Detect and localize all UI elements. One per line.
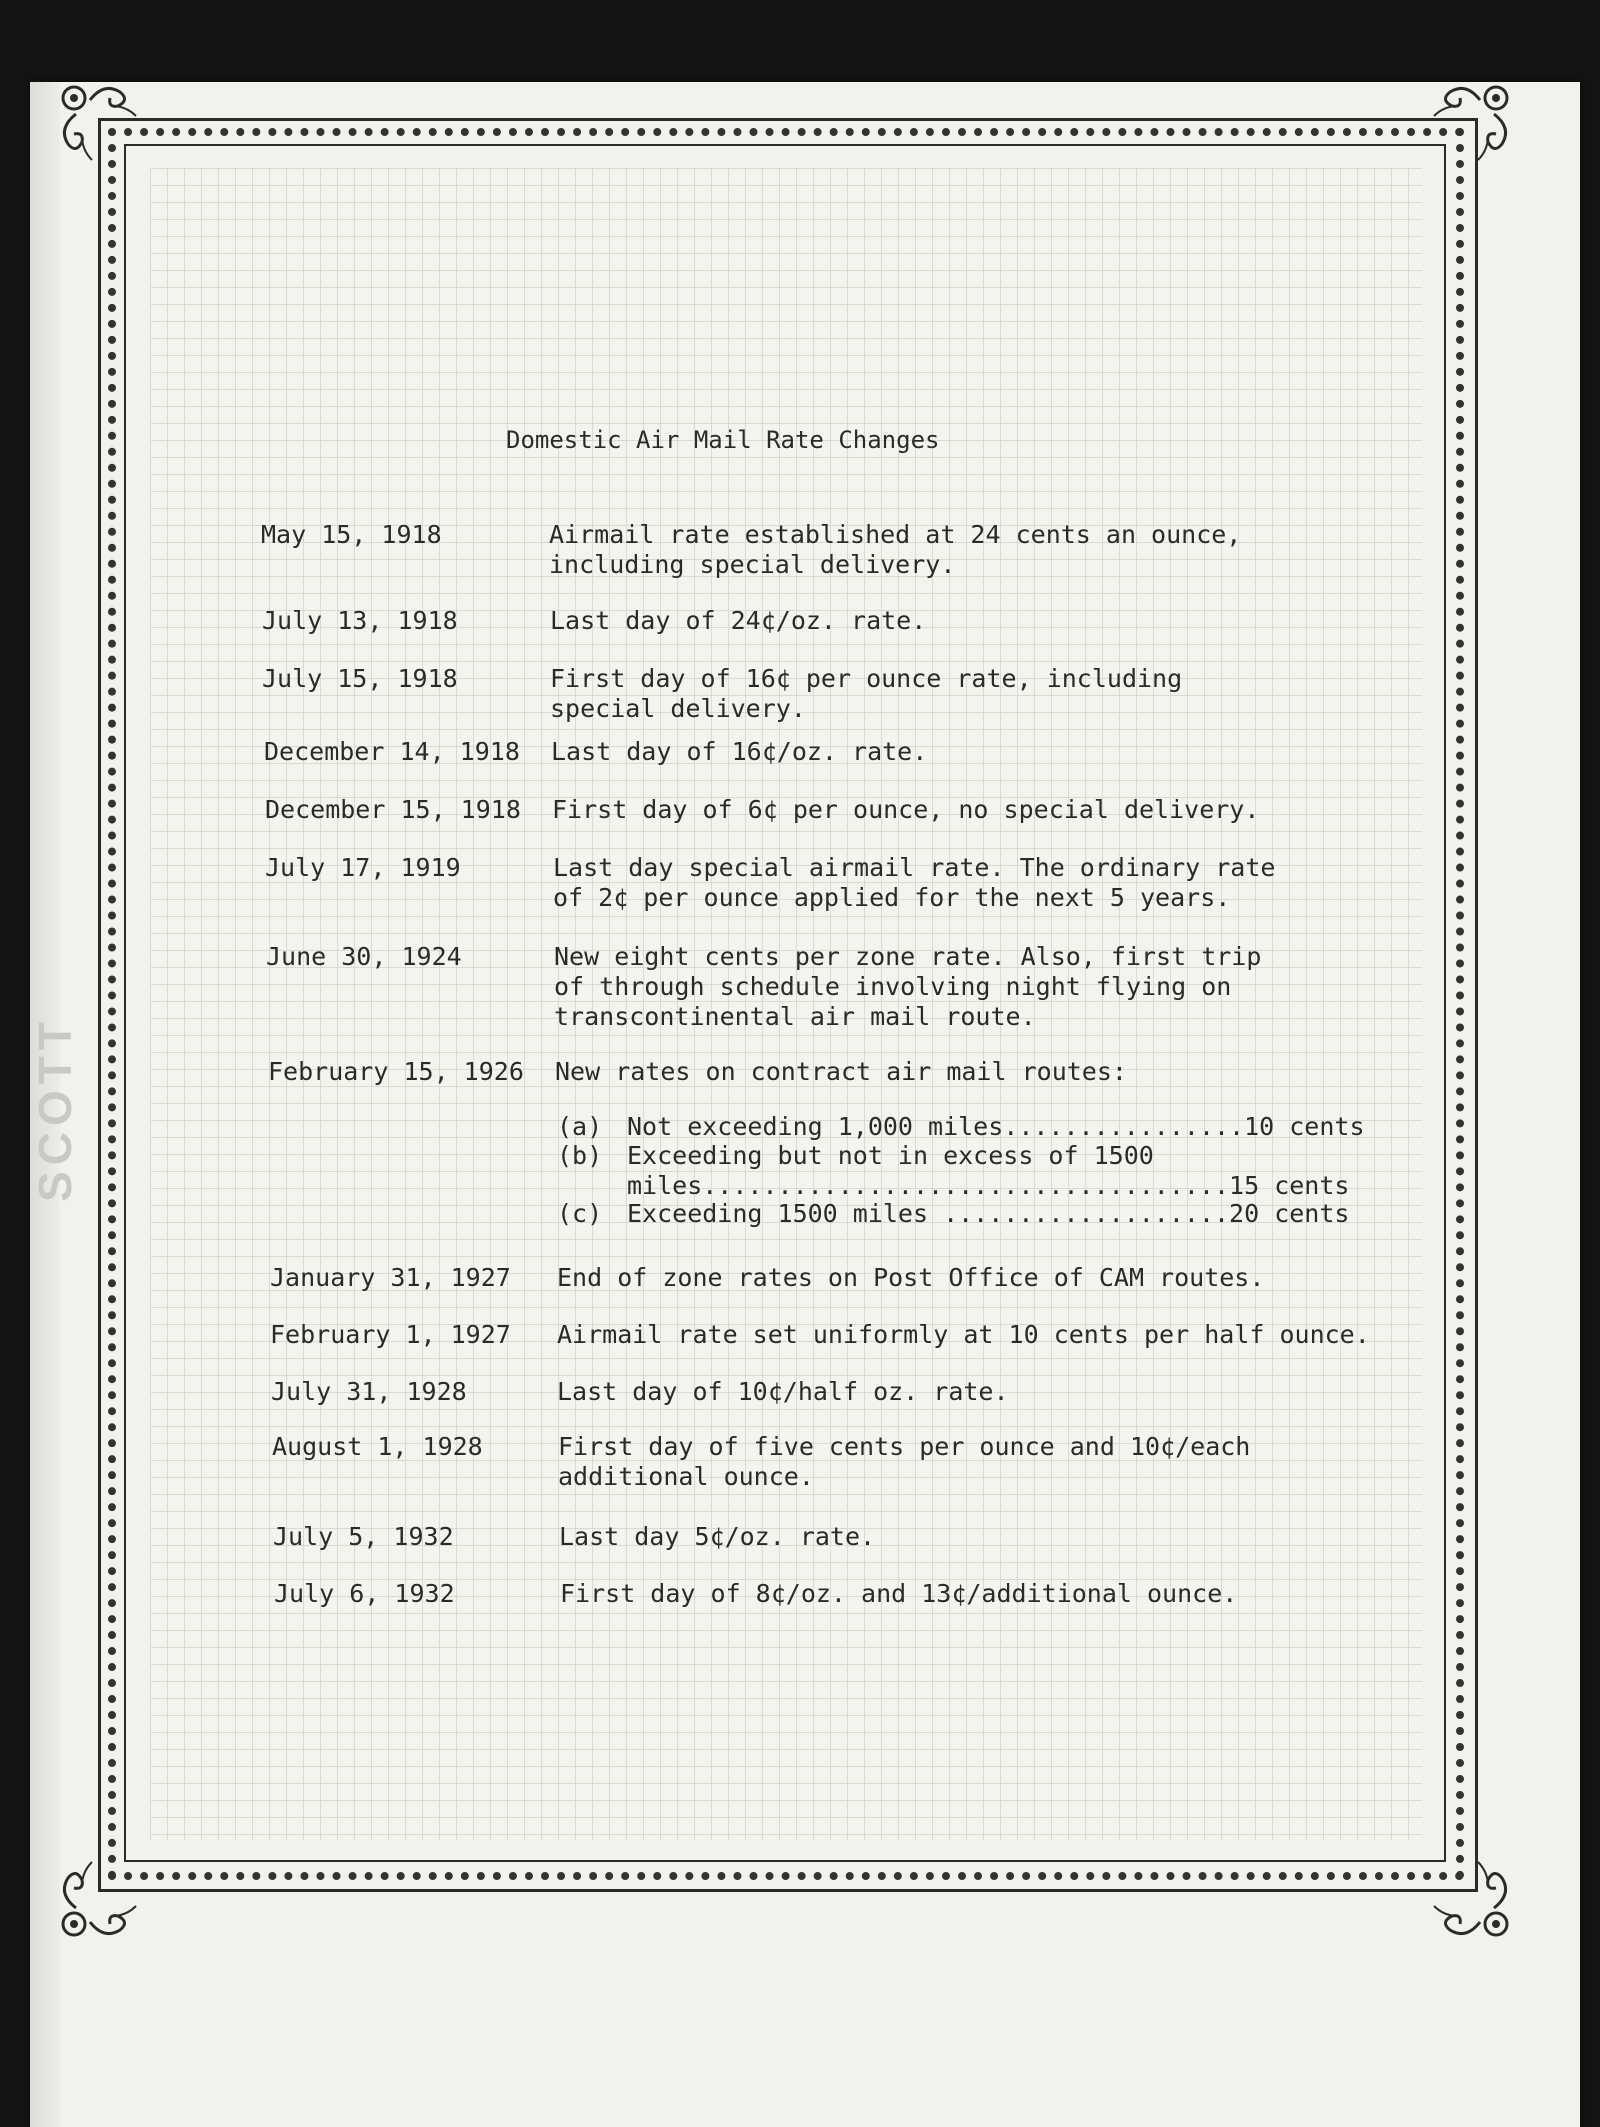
entry-date: August 1, 1928 — [272, 1432, 483, 1461]
entry-description — [560, 1579, 1237, 1609]
entry-description — [557, 1320, 1370, 1350]
entry-description — [551, 737, 927, 767]
entry-description-line: of through schedule involving night flying on — [554, 972, 1232, 1001]
entry-description-line: transcontinental air mail route. — [554, 1002, 1036, 1031]
contract-rate-label: (a) — [557, 1112, 603, 1141]
entry-description-line: Airmail rate established at 24 cents an ounce, — [549, 520, 1242, 549]
entry-date: June 30, 1924 — [266, 942, 462, 971]
contract-rate-line: Exceeding 1500 miles ...................20 cents — [627, 1199, 1350, 1228]
entry-description-line: First day of 16¢ per ounce rate, including — [550, 664, 1183, 693]
entry-date: December 14, 1918 — [264, 737, 520, 766]
entry-description-line: special delivery. — [550, 694, 806, 723]
entry-description-line: New rates on contract air mail routes: — [555, 1057, 1127, 1086]
contract-rate-label: (b) — [557, 1141, 603, 1170]
corner-ornament-icon — [1422, 76, 1518, 172]
entry-description-line: First day of 8¢/oz. and 13¢/additional ounce. — [560, 1579, 1238, 1608]
entry-description — [549, 520, 1241, 580]
entry-description — [554, 942, 1261, 1032]
entry-description-line: First day of five cents per ounce and 10¢/each — [558, 1432, 1251, 1461]
entry-description — [557, 1377, 1009, 1407]
entry-description-line: Last day 5¢/oz. rate. — [559, 1522, 876, 1551]
entry-description — [552, 795, 1259, 825]
contract-rate-text — [627, 1199, 1349, 1229]
entry-date: July 31, 1928 — [271, 1377, 467, 1406]
entry-date: February 1, 1927 — [270, 1320, 511, 1349]
page-gutter — [28, 82, 81, 2127]
entry-date: July 13, 1918 — [262, 606, 458, 635]
contract-rate-line: Exceeding but not in excess of 1500 — [627, 1141, 1154, 1170]
contract-rate-line: Not exceeding 1,000 miles................10 cents — [627, 1112, 1365, 1141]
entry-date: February 15, 1926 — [268, 1057, 524, 1086]
entry-description-line: of 2¢ per ounce applied for the next 5 years. — [553, 883, 1231, 912]
entry-description-line: additional ounce. — [558, 1462, 814, 1491]
corner-ornament-icon — [52, 76, 148, 172]
entry-description-line: Airmail rate set uniformly at 10 cents per half ounce. — [557, 1320, 1370, 1349]
entry-date: July 5, 1932 — [273, 1522, 454, 1551]
contract-rate-text — [627, 1141, 1349, 1201]
entry-description-line: Last day special airmail rate. The ordinary rate — [553, 853, 1276, 882]
entry-date: December 15, 1918 — [265, 795, 521, 824]
corner-ornament-icon — [1422, 1850, 1518, 1946]
entry-date: May 15, 1918 — [261, 520, 442, 549]
entry-description — [559, 1522, 875, 1552]
entry-date: July 6, 1932 — [274, 1579, 455, 1608]
entry-description-line: First day of 6¢ per ounce, no special delivery. — [552, 795, 1260, 824]
contract-rate-line: miles...................................15 cents — [627, 1171, 1350, 1200]
spine-brand-text: SCOTT — [28, 1016, 81, 1202]
corner-ornament-icon — [52, 1850, 148, 1946]
contract-rate-label: (c) — [557, 1199, 603, 1228]
entry-description — [558, 1432, 1250, 1492]
entry-description — [553, 853, 1275, 913]
entry-description-line: Last day of 24¢/oz. rate. — [550, 606, 927, 635]
entry-description-line: End of zone rates on Post Office of CAM routes. — [557, 1263, 1265, 1292]
entry-description-line: Last day of 16¢/oz. rate. — [551, 737, 928, 766]
entry-description — [557, 1263, 1264, 1293]
page-title: Domestic Air Mail Rate Changes — [506, 426, 940, 454]
entry-description-line: Last day of 10¢/half oz. rate. — [557, 1377, 1009, 1406]
contract-rate-text — [627, 1112, 1365, 1142]
entry-date: July 17, 1919 — [265, 853, 461, 882]
entry-description-line: including special delivery. — [549, 550, 956, 579]
entry-description — [550, 606, 926, 636]
entry-description — [555, 1057, 1127, 1087]
entry-date: January 31, 1927 — [270, 1263, 511, 1292]
entry-description — [550, 664, 1182, 724]
entry-description-line: New eight cents per zone rate. Also, first trip — [554, 942, 1262, 971]
entry-date: July 15, 1918 — [262, 664, 458, 693]
